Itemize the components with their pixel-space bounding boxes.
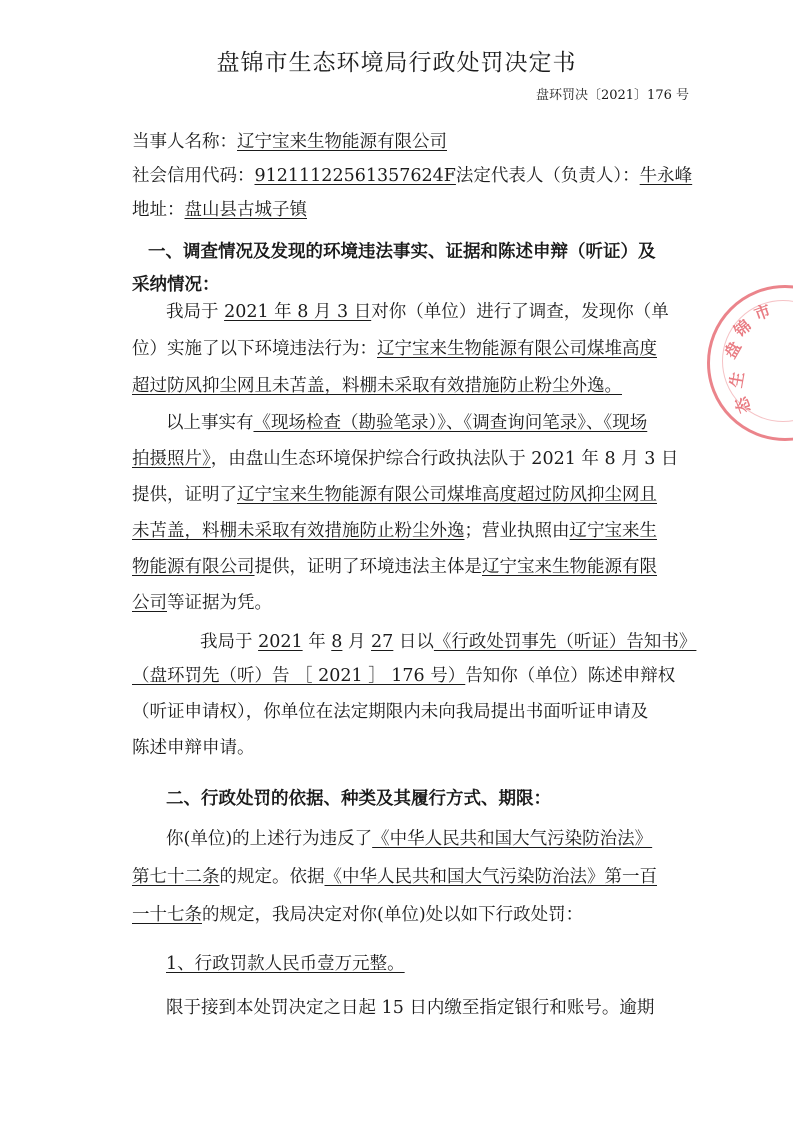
s1-p2-company: 辽宁宝来生物能源有限 bbox=[482, 557, 657, 577]
seal-char: 生 bbox=[726, 370, 748, 390]
s1-p2-line3 bbox=[132, 483, 657, 507]
s1-p2-company: 物能源有限公司 bbox=[132, 557, 255, 577]
seal-char: 态 bbox=[731, 394, 755, 416]
s1-p1-line1 bbox=[166, 300, 669, 324]
s1-p3-text: 日以 bbox=[393, 632, 434, 652]
s1-p3-line4: 陈述申辩申请。 bbox=[132, 738, 255, 758]
s2-p1-article: 第七十二条 bbox=[132, 867, 220, 887]
s1-p2-line4 bbox=[132, 519, 657, 543]
s1-p3-year: 2021 bbox=[258, 632, 303, 652]
seal-char: 盘 bbox=[720, 338, 746, 362]
address-value: 盘山县古城子镇 bbox=[184, 200, 307, 220]
s1-p2-text: 等证据为凭。 bbox=[167, 593, 272, 613]
section1-heading-line2: 采纳情况： bbox=[132, 275, 220, 295]
section1-heading-line1: 一、调查情况及发现的环境违法事实、证据和陈述申辩（听证）及 bbox=[148, 242, 656, 262]
s1-p3-line2 bbox=[132, 664, 675, 688]
seal-char: 市 bbox=[751, 300, 774, 325]
s1-p1-date: 2021 年 8 月 3 日 bbox=[224, 302, 372, 322]
s2-p1-line1 bbox=[166, 827, 652, 851]
s2-p1-text: 的规定，我局决定对你(单位)处以如下行政处罚： bbox=[202, 905, 584, 925]
s2-p1-law: 《中华人民共和国大气污染防治法》 bbox=[372, 829, 653, 849]
s1-p2-text: 提供，证明了 bbox=[132, 485, 237, 505]
credit-code-label: 社会信用代码： bbox=[132, 166, 255, 186]
party-credit-line bbox=[132, 164, 692, 188]
s2-item1: 1、行政罚款人民币壹万元整。 bbox=[166, 954, 405, 974]
s2-p2-line1: 限于接到本处罚决定之日起 15 日内缴至指定银行和账号。逾期 bbox=[166, 998, 655, 1018]
s1-p2-evidence: 拍摄照片》 bbox=[132, 449, 211, 469]
s1-p1-text: 位）实施了以下环境违法行为： bbox=[132, 339, 377, 359]
s1-p2-text: 以上事实有 bbox=[166, 413, 254, 433]
s2-p1-law: 《中华人民共和国大气污染防治法》第一百 bbox=[324, 867, 657, 887]
s2-p1-text: 的规定。依据 bbox=[219, 867, 325, 887]
s1-p2-company: 公司 bbox=[132, 593, 167, 613]
legal-rep-label: 法定代表人（负责人）： bbox=[455, 166, 640, 186]
s1-p2-text: 提供，证明了环境违法主体是 bbox=[254, 557, 482, 577]
seal-char: 锦 bbox=[730, 315, 755, 341]
document-number: 盘环罚决〔2021〕176 号 bbox=[535, 88, 689, 103]
s2-p1-article: 一十七条 bbox=[132, 905, 202, 925]
s1-p1-text: 我局于 bbox=[166, 302, 225, 322]
s2-p1-line3 bbox=[132, 903, 583, 927]
s1-p3-line1 bbox=[200, 630, 696, 654]
s2-p1-text: 你(单位)的上述行为违反了 bbox=[166, 829, 373, 849]
s1-p1-line2 bbox=[132, 337, 657, 361]
party-address-line bbox=[132, 198, 307, 222]
s1-p2-text: ，由盘山生态环境保护综合行政执法队于 2021 年 8 月 3 日 bbox=[210, 449, 679, 469]
official-seal bbox=[707, 285, 793, 441]
party-name-value: 辽宁宝来生物能源有限公司 bbox=[237, 132, 447, 152]
s2-p1-line2 bbox=[132, 865, 657, 889]
s1-p3-text: 月 bbox=[342, 632, 372, 652]
s1-p2-line5 bbox=[132, 555, 657, 579]
legal-rep-value: 牛永峰 bbox=[639, 166, 693, 186]
s1-p3-notice-number: （盘环罚先（听）告 ［ 2021 ］ 176 号） bbox=[132, 666, 466, 686]
party-name-line bbox=[132, 130, 447, 154]
address-label: 地址： bbox=[132, 200, 185, 220]
s1-p3-text: 年 bbox=[302, 632, 332, 652]
credit-code-value: 91211122561357624F bbox=[254, 166, 456, 186]
s1-p1-violation: 辽宁宝来生物能源有限公司煤堆高度 bbox=[377, 339, 657, 359]
s1-p2-fact: 未苫盖，料棚未采取有效措施防止粉尘外逸 bbox=[132, 521, 465, 541]
s1-p2-line6 bbox=[132, 591, 272, 615]
document-title: 盘锦市生态环境局行政处罚决定书 bbox=[216, 50, 577, 76]
s1-p2-fact: 辽宁宝来生物能源有限公司煤堆高度超过防风抑尘网且 bbox=[237, 485, 657, 505]
s1-p3-text: 告知你（单位）陈述申辩权 bbox=[465, 666, 676, 686]
s1-p1-text: 对你（单位）进行了调查，发现你（单 bbox=[371, 302, 669, 322]
s1-p3-month: 8 bbox=[331, 632, 343, 652]
s1-p2-company: 辽宁宝来生 bbox=[569, 521, 657, 541]
s1-p2-line2 bbox=[132, 447, 678, 471]
s1-p3-day: 27 bbox=[371, 632, 394, 652]
section2-heading: 二、行政处罚的依据、种类及其履行方式、期限： bbox=[166, 789, 551, 809]
s1-p2-line1 bbox=[166, 411, 647, 435]
s1-p3-line3: （听证申请权），你单位在法定期限内未向我局提出书面听证申请及 bbox=[132, 702, 649, 722]
s1-p2-text: ；营业执照由 bbox=[464, 521, 570, 541]
s1-p3-notice: 《行政处罚事先（听证）告知书》 bbox=[433, 632, 697, 652]
s1-p3-text: 我局于 bbox=[200, 632, 259, 652]
s1-p1-line3: 超过防风抑尘网且未苫盖，料棚未采取有效措施防止粉尘外逸。 bbox=[132, 376, 622, 396]
s1-p2-evidence: 《现场检查（勘验笔录）》、《调查询问笔录》、《现场 bbox=[253, 413, 648, 433]
party-name-label: 当事人名称： bbox=[132, 132, 237, 152]
